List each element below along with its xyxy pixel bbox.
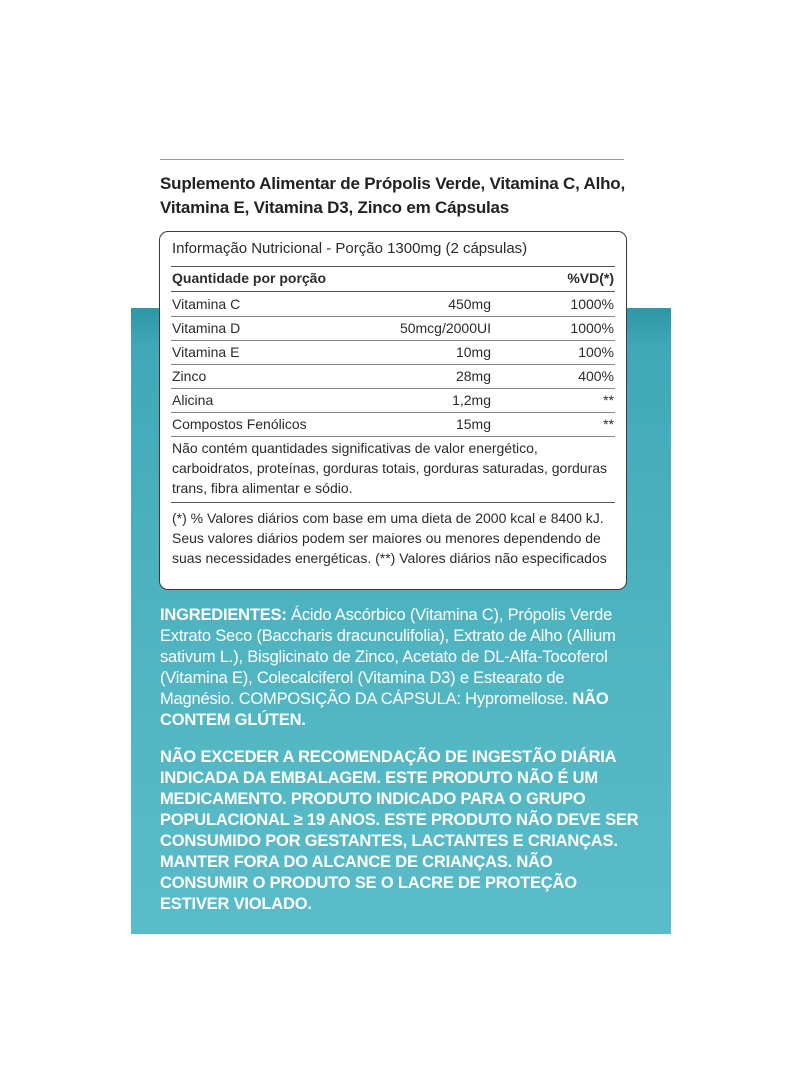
nutrient-vd: 1000% — [570, 320, 614, 336]
nutrient-name: Vitamina D — [172, 320, 241, 336]
nutrient-name: Alicina — [172, 392, 214, 408]
nutrient-amount: 1,2mg — [452, 392, 491, 408]
warning-text: NÃO EXCEDER A RECOMENDAÇÃO DE INGESTÃO DIÁRIA INDICADA DA EMBALAGEM. ESTE PRODUTO NÃO É UM MEDICAMENTO. PRODUTO INDICADO PARA O GRUPO POPULACIONAL ≥ 19 ANOS. ESTE PRODUTO NÃO DEVE SER CONSUMIDO POR GESTANTES, LACTANTES E CRIANÇAS. MANTER FORA DO ALCANCE DE CRIANÇAS. NÃO CONSUMIR O PRODUTO SE O LACRE DE PROTEÇÃO ESTIVER VIOLADO. — [160, 748, 639, 913]
product-title: Suplemento Alimentar de Própolis Verde, Vitamina C, Alho, Vitamina E, Vitamina D3, Zinco em Cápsulas — [160, 174, 626, 217]
nutrient-row — [171, 316, 615, 341]
nutrient-row — [171, 388, 615, 413]
footnote-divider — [171, 502, 615, 503]
nutrition-footnote: (*) % Valores diários com base em uma dieta de 2000 kcal e 8400 kJ. Seus valores diários podem ser maiores ou menores dependendo de suas necessidades energéticas. (**) Valores diários não especificados — [172, 510, 607, 566]
nutrient-row — [171, 292, 615, 317]
vd-column-header: %VD(*) — [567, 270, 614, 286]
nutrient-name: Vitamina E — [172, 344, 240, 360]
nutrient-amount: 28mg — [455, 368, 491, 384]
nutrient-vd: 100% — [578, 344, 614, 360]
nutrient-amount: 10mg — [455, 344, 491, 360]
nutrition-header: Informação Nutricional - Porção 1300mg (2 cápsulas) — [172, 240, 528, 257]
nutrition-note: Não contém quantidades significativas de valor energético, carboidratos, proteínas, gorduras totais, gorduras saturadas, gorduras trans, fibra alimentar e sódio. — [172, 440, 608, 496]
ingredients-list: Ácido Ascórbico (Vitamina C), Própolis Verde Extrato Seco (Baccharis dracunculifolia), Extrato de Alho (Allium sativum L.), Bisglicinato de Zinco, Acetato de DL-Alfa-Tocoferol (Vitamina E), Colecalciferol (Vitamina D3) e Estearato de Magnésio. COMPOSIÇÃO DA CÁPSULA: Hypromellose. — [160, 606, 616, 708]
nutrient-row — [171, 364, 615, 389]
nutrient-amount: 50mcg/2000UI — [399, 320, 491, 336]
ingredients-text — [160, 605, 630, 731]
ingredients-label: INGREDIENTES: — [160, 606, 287, 624]
nutrient-name: Vitamina C — [172, 296, 241, 312]
nutrient-amount: 15mg — [455, 416, 491, 432]
nutrient-row — [171, 340, 615, 365]
gluten-statement: NÃO CONTEM GLÚTEN. — [160, 690, 609, 729]
nutrient-name: Zinco — [172, 368, 207, 384]
nutrient-row — [171, 412, 615, 437]
nutrient-amount: 450mg — [448, 296, 491, 312]
header-divider — [171, 266, 615, 267]
nutrient-vd: 1000% — [570, 296, 614, 312]
nutrient-name: Compostos Fenólicos — [172, 416, 307, 432]
nutrition-facts-table — [159, 231, 627, 590]
nutrient-vd: ** — [603, 392, 614, 408]
nutrient-vd: ** — [603, 416, 614, 432]
nutrient-vd: 400% — [578, 368, 614, 384]
quantity-column-header: Quantidade por porção — [172, 270, 327, 286]
top-divider — [160, 159, 624, 160]
